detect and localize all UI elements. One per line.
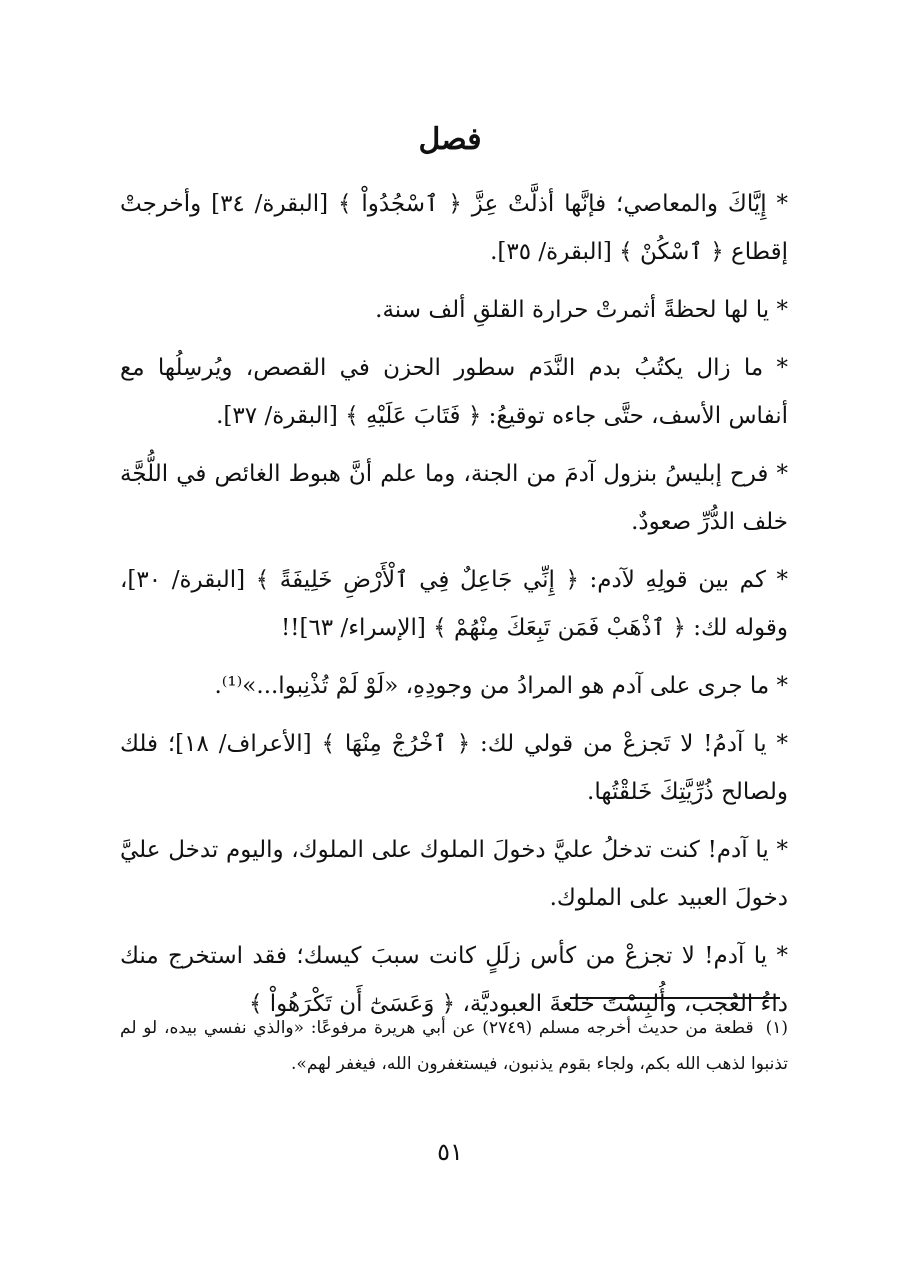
paragraph-9: * يا آدم! لا تجزعْ من كأس زلَلٍ كانت سببَ كيسك؛ فقد استخرج منك داءُ العُجب، وأُلبِسْتَ خلعةَ العبوديَّة، ﴿ وَعَسَىٰٓ أَن تَكْرَهُواْ ﴾ — [120, 943, 788, 1017]
paragraph-5: * كم بين قولِهِ لآدم: ﴿ إِنِّي جَاعِلٌ فِي ٱلْأَرْضِ خَلِيفَةً ﴾ [البقرة/ ٣٠]، وقوله لك: ﴿ ٱذْهَبْ فَمَن تَبِعَكَ مِنْهُمْ ﴾ [الإسراء/ ٦٣]!! — [120, 567, 788, 641]
footnote-text: قطعة من حديث أخرجه مسلم (٢٧٤٩) عن أبي هريرة مرفوعًا: «والذي نفسي بيده، لو لم تذنبوا لذهب الله بكم، ولجاء بقوم يذنبون، فيستغفرون الله، فيغفر لهم». — [120, 1018, 788, 1074]
paragraph-3: * ما زال يكتُبُ بدم النَّدَم سطور الحزن في القصص، ويُرسِلُها مع أنفاس الأسف، حتَّى جاءه توقيعُ: ﴿ فَتَابَ عَلَيْهِ ﴾ [البقرة/ ٣٧]. — [120, 355, 788, 429]
page-number: ٥١ — [437, 1138, 463, 1166]
footnote-number: (١) — [765, 1018, 789, 1038]
footnote-divider — [570, 997, 780, 999]
footnote — [120, 1010, 788, 1082]
paragraph-6: * ما جرى على آدم هو المرادُ من وجودِهِ، «لَوْ لَمْ تُذْنِبوا...»⁽¹⁾. — [214, 673, 788, 699]
paragraph-7: * يا آدمُ! لا تَجزعْ من قولي لك: ﴿ ٱخْرُجْ مِنْهَا ﴾ [الأعراف/ ١٨]؛ فلك ولصالح ذُرِّيَّتِكَ خَلقْتُها. — [120, 731, 788, 805]
paragraph-1: * إِيَّاكَ والمعاصي؛ فإنَّها أذلَّتْ عِزَّ ﴿ ٱسْجُدُواْ ﴾ [البقرة/ ٣٤] وأخرجتْ إقطاع ﴿ ٱسْكُنْ ﴾ [البقرة/ ٣٥]. — [120, 191, 788, 265]
chapter-title: فصل — [418, 122, 482, 157]
paragraph-8: * يا آدم! كنت تدخلُ عليَّ دخولَ الملوك على الملوك، واليوم تدخل عليَّ دخولَ العبيد على الملوك. — [120, 837, 788, 911]
paragraph-4: * فرح إبليسُ بنزول آدمَ من الجنة، وما علم أنَّ هبوط الغائص في اللُّجَّة خلف الدُّرِّ صعودٌ. — [120, 461, 788, 535]
paragraph-2: * يا لها لحظةً أثمرتْ حرارة القلقِ ألف سنة. — [375, 297, 788, 323]
main-text — [120, 180, 788, 1038]
